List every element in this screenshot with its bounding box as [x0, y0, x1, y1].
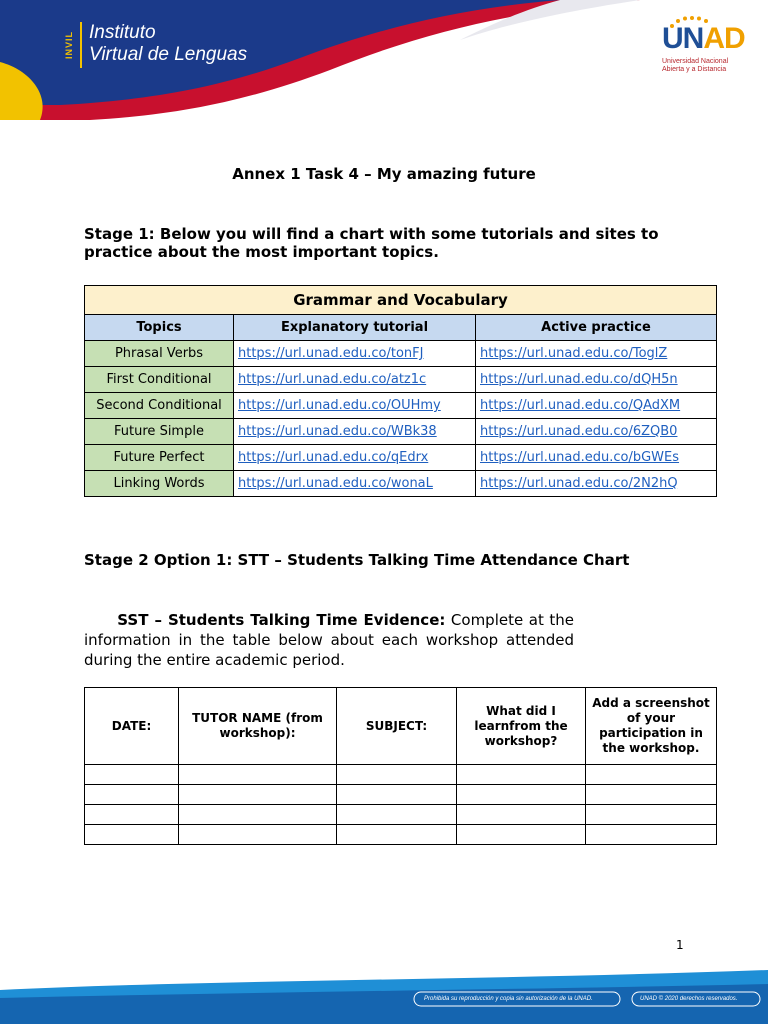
attendance-cell[interactable]	[586, 805, 717, 825]
attendance-row	[85, 805, 717, 825]
topic-cell: First Conditional	[85, 367, 234, 393]
attendance-cell[interactable]	[457, 825, 586, 845]
unad-wordmark: UNAD	[662, 22, 745, 55]
page-number: 1	[676, 938, 684, 952]
tutorial-cell	[234, 367, 476, 393]
header-subject: SUBJECT:	[337, 688, 457, 765]
topic-cell: Second Conditional	[85, 393, 234, 419]
practice-cell	[476, 393, 717, 419]
table-caption: Grammar and Vocabulary	[85, 286, 717, 315]
header-tutorial: Explanatory tutorial	[234, 315, 476, 341]
attendance-cell[interactable]	[586, 785, 717, 805]
table-row	[85, 393, 717, 419]
attendance-cell[interactable]	[179, 805, 337, 825]
attendance-cell[interactable]	[85, 805, 179, 825]
header-learned: What did I learnfrom the workshop?	[457, 688, 586, 765]
practice-link[interactable]: https://url.unad.edu.co/ToglZ	[480, 346, 668, 361]
footer-rights: UNAD © 2020 derechos reservados.	[640, 996, 738, 1002]
attendance-header-row	[85, 688, 717, 765]
table-row	[85, 367, 717, 393]
practice-link[interactable]: https://url.unad.edu.co/QAdXM	[480, 398, 681, 413]
tutorial-link[interactable]: https://url.unad.edu.co/OUHmy	[238, 398, 441, 413]
attendance-cell[interactable]	[457, 765, 586, 785]
topic-cell: Future Simple	[85, 419, 234, 445]
practice-link[interactable]: https://url.unad.edu.co/dQH5n	[480, 372, 678, 387]
tutorial-link[interactable]: https://url.unad.edu.co/qEdrx	[238, 450, 429, 465]
attendance-cell[interactable]	[586, 825, 717, 845]
unad-subtitle-line1: Universidad Nacional	[662, 58, 729, 65]
header-date: DATE:	[85, 688, 179, 765]
attendance-row	[85, 825, 717, 845]
practice-cell	[476, 471, 717, 497]
practice-cell	[476, 419, 717, 445]
tutorial-cell	[234, 445, 476, 471]
topic-cell: Linking Words	[85, 471, 234, 497]
attendance-cell[interactable]	[337, 785, 457, 805]
table-row	[85, 341, 717, 367]
attendance-cell[interactable]	[179, 785, 337, 805]
stage1-heading: Stage 1: Below you will find a chart with some tutorials and sites to practice about the most important topics.	[84, 225, 659, 261]
attendance-cell[interactable]	[457, 785, 586, 805]
attendance-cell[interactable]	[179, 765, 337, 785]
topic-cell: Future Perfect	[85, 445, 234, 471]
header-screenshot: Add a screenshot of your participation in the workshop.	[586, 688, 717, 765]
tutorial-cell	[234, 471, 476, 497]
tutorial-link[interactable]: https://url.unad.edu.co/atz1c	[238, 372, 427, 387]
header-topics: Topics	[85, 315, 234, 341]
institute-name-line1: Instituto	[89, 22, 156, 43]
attendance-cell[interactable]	[586, 765, 717, 785]
attendance-table	[84, 687, 717, 845]
divider-bar	[80, 22, 82, 68]
attendance-cell[interactable]	[85, 765, 179, 785]
document-title: Annex 1 Task 4 – My amazing future	[232, 165, 536, 183]
sst-body: Complete at the information in the table below about each workshop attended during the entire academic period.	[84, 611, 574, 669]
sst-paragraph	[84, 610, 574, 670]
table-row	[85, 445, 717, 471]
header-practice: Active practice	[476, 315, 717, 341]
practice-link[interactable]: https://url.unad.edu.co/6ZQB0	[480, 424, 678, 439]
attendance-cell[interactable]	[85, 785, 179, 805]
attendance-cell[interactable]	[337, 825, 457, 845]
tutorial-cell	[234, 419, 476, 445]
practice-link[interactable]: https://url.unad.edu.co/bGWEs	[480, 450, 680, 465]
attendance-cell[interactable]	[457, 805, 586, 825]
tutorial-link[interactable]: https://url.unad.edu.co/wonaL	[238, 476, 433, 491]
header-tutor-name: TUTOR NAME (from workshop):	[179, 688, 337, 765]
tutorial-link[interactable]: https://url.unad.edu.co/tonFJ	[238, 346, 424, 361]
practice-cell	[476, 367, 717, 393]
institute-name-line2: Virtual de Lenguas	[89, 44, 248, 65]
footer-copy-notice: Prohibida su reproducción y copia sin autorización de la UNAD.	[424, 996, 593, 1002]
practice-cell	[476, 341, 717, 367]
unad-logo	[662, 16, 745, 88]
attendance-cell[interactable]	[85, 825, 179, 845]
attendance-row	[85, 765, 717, 785]
table-row	[85, 419, 717, 445]
invl-label: INVIL	[64, 31, 74, 60]
attendance-cell[interactable]	[337, 765, 457, 785]
table-row	[85, 471, 717, 497]
attendance-row	[85, 785, 717, 805]
attendance-cell[interactable]	[179, 825, 337, 845]
grammar-vocabulary-table	[84, 285, 717, 497]
tutorial-cell	[234, 341, 476, 367]
sst-lead: SST – Students Talking Time Evidence:	[117, 611, 446, 629]
tutorial-cell	[234, 393, 476, 419]
institute-name	[89, 22, 247, 66]
unad-subtitle	[662, 58, 752, 74]
topic-cell: Phrasal Verbs	[85, 341, 234, 367]
attendance-cell[interactable]	[337, 805, 457, 825]
table-header-row	[85, 315, 717, 341]
practice-link[interactable]: https://url.unad.edu.co/2N2hQ	[480, 476, 678, 491]
practice-cell	[476, 445, 717, 471]
stage2-heading: Stage 2 Option 1: STT – Students Talking Time Attendance Chart	[84, 551, 630, 569]
unad-subtitle-line2: Abierta y a Distancia	[662, 66, 727, 73]
tutorial-link[interactable]: https://url.unad.edu.co/WBk38	[238, 424, 437, 439]
